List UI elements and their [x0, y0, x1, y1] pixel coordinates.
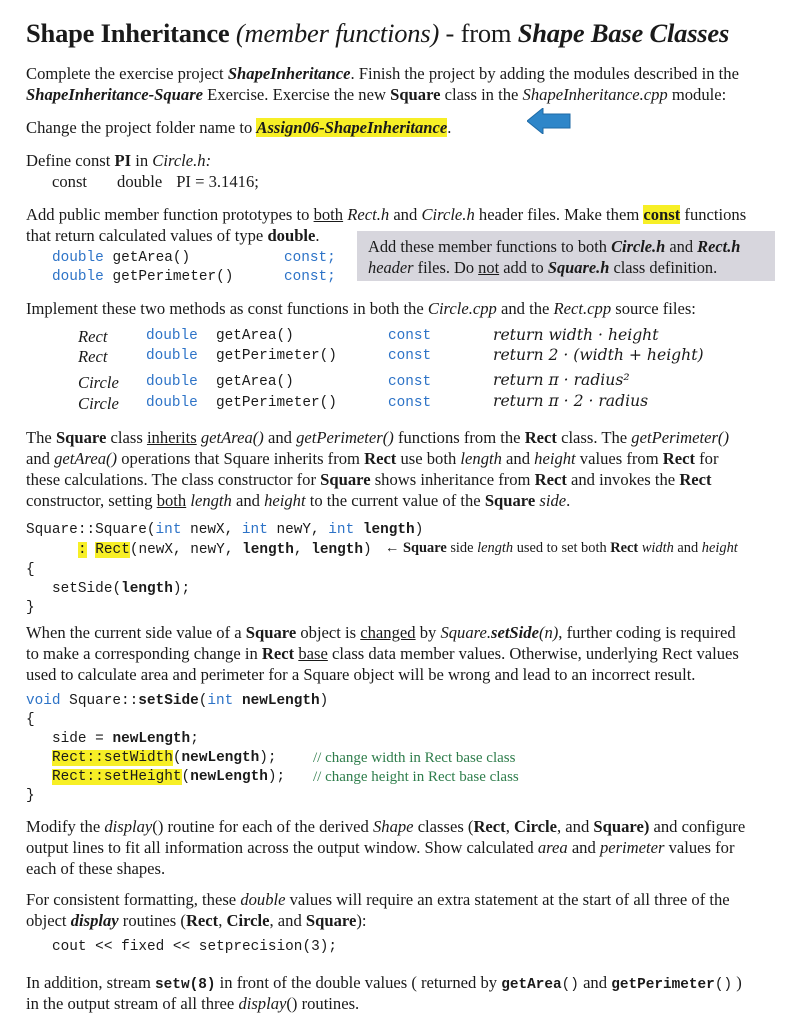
text-run: getPerimeter(): [631, 428, 729, 447]
text-run: Rect.h: [697, 237, 741, 256]
text-run: int: [328, 522, 355, 538]
text-run: side: [535, 491, 567, 510]
text-run: Add these member functions to both: [368, 237, 612, 256]
ctor-annotation: [385, 540, 738, 557]
text-run: and: [501, 449, 535, 468]
text-run: Square): [593, 817, 650, 836]
text-run: in front of the double values ( returned by: [215, 973, 502, 992]
setside-line-4: [52, 750, 277, 766]
text-run: and: [665, 237, 698, 256]
text-run: inherits: [146, 428, 197, 447]
display-line-2: [26, 837, 735, 858]
text-run: length: [477, 540, 514, 556]
text-run: newLength: [112, 731, 191, 747]
text-run: for: [695, 449, 719, 468]
text-run: constructor, setting: [26, 491, 157, 510]
text-run: int: [241, 522, 268, 538]
text-run: Square: [390, 85, 441, 104]
impl-class: Rect: [78, 347, 108, 366]
text-run: PI = 3.1416;: [176, 172, 259, 191]
impl-name: getPerimeter(): [216, 348, 337, 364]
impl-qual: const: [388, 395, 432, 411]
text-run: Rect: [610, 540, 639, 556]
text-run: Shape: [372, 817, 414, 836]
text-run: .: [566, 491, 571, 510]
text-run: double: [267, 226, 316, 245]
text-run: (n): [538, 623, 559, 642]
text-run: (: [198, 693, 208, 709]
text-run: . Finish the project by adding the modules described in the: [350, 64, 739, 83]
text-run: ShapeInheritance-Square: [26, 85, 204, 104]
impl-return: return π · radius²: [493, 371, 630, 389]
text-run: ): [732, 973, 742, 992]
text-run: PI: [114, 151, 132, 170]
text-run: and: [567, 838, 600, 857]
impl-class: Circle: [78, 394, 119, 413]
impl-type: double: [146, 395, 198, 411]
text-run: class: [106, 428, 147, 447]
text-run: to make a corresponding change in: [26, 644, 262, 663]
impl-return: return width · height: [493, 326, 659, 344]
text-run: and invokes the: [566, 470, 680, 489]
text-run: header: [368, 258, 414, 277]
text-run: side =: [52, 731, 113, 747]
text-run: (): [714, 977, 733, 993]
text-run: const: [52, 172, 88, 191]
text-run: , further coding is required: [558, 623, 736, 642]
text-run: Square::Square(: [26, 522, 156, 538]
text-run: length: [311, 542, 364, 558]
proto-instruction-1: [26, 204, 746, 225]
proto-instruction-2: [26, 225, 320, 246]
text-run: and the: [496, 299, 554, 318]
impl-class: Circle: [78, 373, 119, 392]
text-run: operations that Square inherits from: [117, 449, 365, 468]
text-run: void: [26, 693, 61, 709]
format-line-2: [26, 910, 366, 931]
text-run: getArea(): [54, 449, 118, 468]
text-run: in: [131, 151, 153, 170]
pi-instruction: [26, 150, 211, 171]
text-run: Implement these two methods as const functions in both the: [26, 299, 428, 318]
text-run: [233, 693, 242, 709]
note-box: [357, 231, 775, 281]
text-run: );: [172, 581, 191, 597]
text-run: these calculations. The class constructor for: [26, 470, 321, 489]
ctor-line-1: [26, 522, 423, 538]
inherit-line-4: [26, 490, 570, 511]
title-part: (member functions): [235, 18, 440, 48]
impl-qual: const: [388, 348, 432, 364]
setside-line-5: [52, 769, 285, 785]
text-run: display: [238, 994, 287, 1013]
text-run: length: [186, 491, 232, 510]
inherit-line-1: [26, 427, 729, 448]
impl-qual: const: [388, 374, 432, 390]
text-run: double: [52, 269, 104, 285]
impl-class: Rect: [78, 327, 108, 346]
left-arrow-icon: [527, 108, 571, 134]
inherit-line-3: [26, 469, 712, 490]
text-run: Rect: [662, 449, 695, 468]
text-run: () routines.: [286, 994, 360, 1013]
format-code: cout << fixed << setprecision(3);: [52, 939, 337, 955]
text-run: values for: [664, 838, 735, 857]
text-run: ): [363, 542, 372, 558]
text-run: Square: [403, 540, 447, 556]
text-run: :: [78, 542, 87, 558]
text-run: ,: [293, 542, 312, 558]
text-run: Rect.h: [343, 205, 390, 224]
text-run: area: [537, 838, 568, 857]
text-run: getPerimeter(): [112, 269, 234, 285]
ctor-line-3: {: [26, 562, 35, 578]
text-run: Rect: [534, 470, 567, 489]
text-run: Square: [55, 428, 107, 447]
text-run: values from: [575, 449, 663, 468]
code-line: [52, 269, 233, 285]
text-run: newLength: [181, 750, 260, 766]
text-run: getArea: [501, 977, 562, 993]
intro-line-2: [26, 84, 726, 105]
code-line: const;: [284, 269, 336, 285]
text-run: ,: [505, 817, 514, 836]
impl-name: getArea(): [216, 374, 294, 390]
text-run: both: [313, 205, 344, 224]
ctor-line-2: [78, 542, 372, 558]
text-run: Rect: [473, 817, 506, 836]
text-run: class in the: [440, 85, 523, 104]
text-run: Exercise. Exercise the new: [203, 85, 391, 104]
text-run: Square.: [440, 623, 491, 642]
text-run: output lines to fit all information across the output window. Show calculated: [26, 838, 538, 857]
text-run: not: [478, 258, 500, 277]
comment: // change width in Rect base class: [313, 750, 516, 766]
text-run: Rect::setWidth: [52, 750, 173, 766]
text-run: For consistent formatting, these: [26, 890, 241, 909]
change-line-1: [26, 622, 736, 643]
text-run: Rect.cpp: [553, 299, 612, 318]
page-title: [26, 18, 729, 49]
text-run: perimeter: [599, 838, 665, 857]
text-run: Rect: [261, 644, 295, 663]
text-run: ;: [190, 731, 199, 747]
text-run: double: [240, 890, 286, 909]
text-run: class. The: [556, 428, 632, 447]
text-run: Rect: [185, 911, 219, 930]
text-run: double: [52, 250, 104, 266]
impl-return: return 2 · (width + height): [493, 346, 704, 364]
text-run: setw(8): [155, 977, 216, 993]
text-run: ): [319, 693, 329, 709]
display-line-1: [26, 816, 745, 837]
setside-line-3: [52, 731, 199, 747]
text-run: and: [389, 205, 422, 224]
text-run: Circle.h:: [152, 151, 212, 170]
ctor-line-5: }: [26, 600, 35, 616]
text-run: values will require an extra statement at the start of all three of the: [285, 890, 730, 909]
text-run: getArea(): [196, 428, 264, 447]
text-run: and: [26, 449, 55, 468]
text-run: height: [534, 449, 576, 468]
text-run: Complete the exercise project: [26, 64, 228, 83]
text-run: ←: [385, 540, 403, 556]
text-run: int: [207, 693, 234, 709]
text-run: getPerimeter: [611, 977, 715, 993]
text-run: length: [460, 449, 502, 468]
text-run: int: [155, 522, 182, 538]
text-run: newLength: [190, 769, 268, 785]
text-run: Rect: [524, 428, 557, 447]
text-run: and: [231, 491, 265, 510]
text-run: length: [242, 542, 294, 558]
text-run: and configure: [649, 817, 746, 836]
impl-type: double: [146, 328, 198, 344]
text-run: object: [26, 911, 71, 930]
comment: // change height in Rect base class: [313, 769, 519, 785]
text-run: setSide: [491, 623, 539, 642]
text-run: Circle: [226, 911, 270, 930]
text-run: to the current value of the: [305, 491, 485, 510]
text-run: [354, 522, 363, 538]
text-run: length: [121, 581, 173, 597]
text-run: ShapeInheritance.cpp: [522, 85, 668, 104]
text-run: setSide(: [52, 581, 122, 597]
text-run: side: [446, 540, 478, 556]
text-run: );: [267, 769, 286, 785]
text-run: length: [362, 522, 415, 538]
text-run: Circle.cpp: [427, 299, 497, 318]
text-run: class data member values. Otherwise, underlying Rect values: [327, 644, 739, 663]
text-run: Change the project folder name to: [26, 118, 257, 137]
rename-instruction: [26, 117, 451, 138]
impl-instruction: [26, 298, 696, 319]
text-run: module:: [667, 85, 727, 104]
text-run: Square: [305, 911, 357, 930]
text-run: newX,: [181, 522, 242, 538]
impl-name: getArea(): [216, 328, 294, 344]
text-run: Add public member function prototypes to: [26, 205, 314, 224]
text-run: use both: [396, 449, 461, 468]
text-run: width: [638, 540, 674, 556]
text-run: (): [561, 977, 579, 993]
text-run: Circle: [514, 817, 557, 836]
text-run: newLength: [241, 693, 320, 709]
impl-type: double: [146, 374, 198, 390]
title-part: Shape Base Classes: [517, 18, 730, 48]
inherit-line-2: [26, 448, 719, 469]
text-run: () routine for each of the derived: [152, 817, 373, 836]
text-run: ShapeInheritance: [227, 64, 351, 83]
text-run: both: [156, 491, 187, 510]
setw-line-2: [26, 993, 359, 1014]
text-run: , and: [557, 817, 594, 836]
display-line-3: each of these shapes.: [26, 859, 166, 878]
text-run: routines (: [118, 911, 186, 930]
text-run: files. Do: [413, 258, 479, 277]
text-run: Rect: [95, 542, 130, 558]
change-line-2: [26, 643, 739, 664]
folder-name-highlight: Assign06-ShapeInheritance: [256, 118, 448, 137]
setside-line-1: [26, 693, 328, 709]
text-run: in the output stream of all three: [26, 994, 239, 1013]
format-line-1: [26, 889, 730, 910]
text-run: When the current side value of a: [26, 623, 246, 642]
title-part: Shape Inheritance: [26, 18, 236, 48]
text-run: Square.h: [547, 258, 610, 277]
text-run: Square: [320, 470, 371, 489]
impl-type: double: [146, 348, 198, 364]
text-run: , and: [269, 911, 306, 930]
text-run: ,: [218, 911, 227, 930]
code-line: [52, 250, 190, 266]
text-run: base: [298, 644, 328, 663]
text-run: (newX, newY,: [129, 542, 243, 558]
text-run: object is: [296, 623, 361, 642]
text-run: classes (: [413, 817, 474, 836]
text-run: const: [643, 205, 681, 224]
code-line: const;: [284, 250, 336, 266]
text-run: by: [415, 623, 441, 642]
text-run: [87, 542, 96, 558]
text-run: newY,: [267, 522, 329, 538]
text-run: and: [263, 428, 297, 447]
text-run: (: [172, 750, 182, 766]
impl-return: return π · 2 · radius: [493, 392, 649, 410]
text-run: Rect: [364, 449, 397, 468]
text-run: (: [181, 769, 191, 785]
text-run: ):: [356, 911, 367, 930]
text-run: getPerimeter(): [296, 428, 394, 447]
text-run: The: [26, 428, 56, 447]
text-run: setSide: [138, 693, 199, 709]
change-line-3: used to calculate area and perimeter for a Square object will be wrong and lead to an incorrect result.: [26, 665, 696, 684]
text-run: Circle.h: [421, 205, 475, 224]
text-run: functions from the: [393, 428, 525, 447]
intro-line-1: [26, 63, 739, 84]
title-part: - from: [439, 18, 518, 48]
ctor-line-4: [52, 581, 190, 597]
text-run: source files:: [611, 299, 696, 318]
text-run: );: [259, 750, 277, 766]
text-run: .: [315, 226, 320, 245]
setside-line-2: {: [26, 712, 35, 728]
setside-line-6: }: [26, 788, 35, 804]
text-run: class definition.: [609, 258, 718, 277]
text-run: double: [117, 172, 163, 191]
text-run: Rect::setHeight: [52, 769, 182, 785]
pi-definition: [52, 171, 259, 192]
text-run: display: [104, 817, 153, 836]
text-run: Rect: [679, 470, 712, 489]
text-run: Define const: [26, 151, 115, 170]
text-run: shows inheritance from: [370, 470, 535, 489]
text-run: and: [578, 973, 612, 992]
text-run: functions: [680, 205, 747, 224]
text-run: In addition, stream: [26, 973, 156, 992]
text-run: display: [70, 911, 119, 930]
text-run: Circle.h: [611, 237, 666, 256]
text-run: Square: [484, 491, 536, 510]
text-run: .: [447, 118, 452, 137]
text-run: ): [414, 522, 424, 538]
impl-qual: const: [388, 328, 432, 344]
text-run: used to set both: [513, 540, 611, 556]
text-run: getArea(): [112, 250, 191, 266]
text-run: add to: [499, 258, 548, 277]
text-run: that return calculated values of type: [26, 226, 268, 245]
impl-name: getPerimeter(): [216, 395, 337, 411]
text-run: height: [701, 540, 738, 556]
text-run: Square::: [60, 693, 139, 709]
text-run: Modify the: [26, 817, 105, 836]
text-run: changed: [360, 623, 416, 642]
text-run: and: [673, 540, 702, 556]
text-run: header files. Make them: [474, 205, 644, 224]
text-run: height: [264, 491, 306, 510]
text-run: Square: [245, 623, 297, 642]
